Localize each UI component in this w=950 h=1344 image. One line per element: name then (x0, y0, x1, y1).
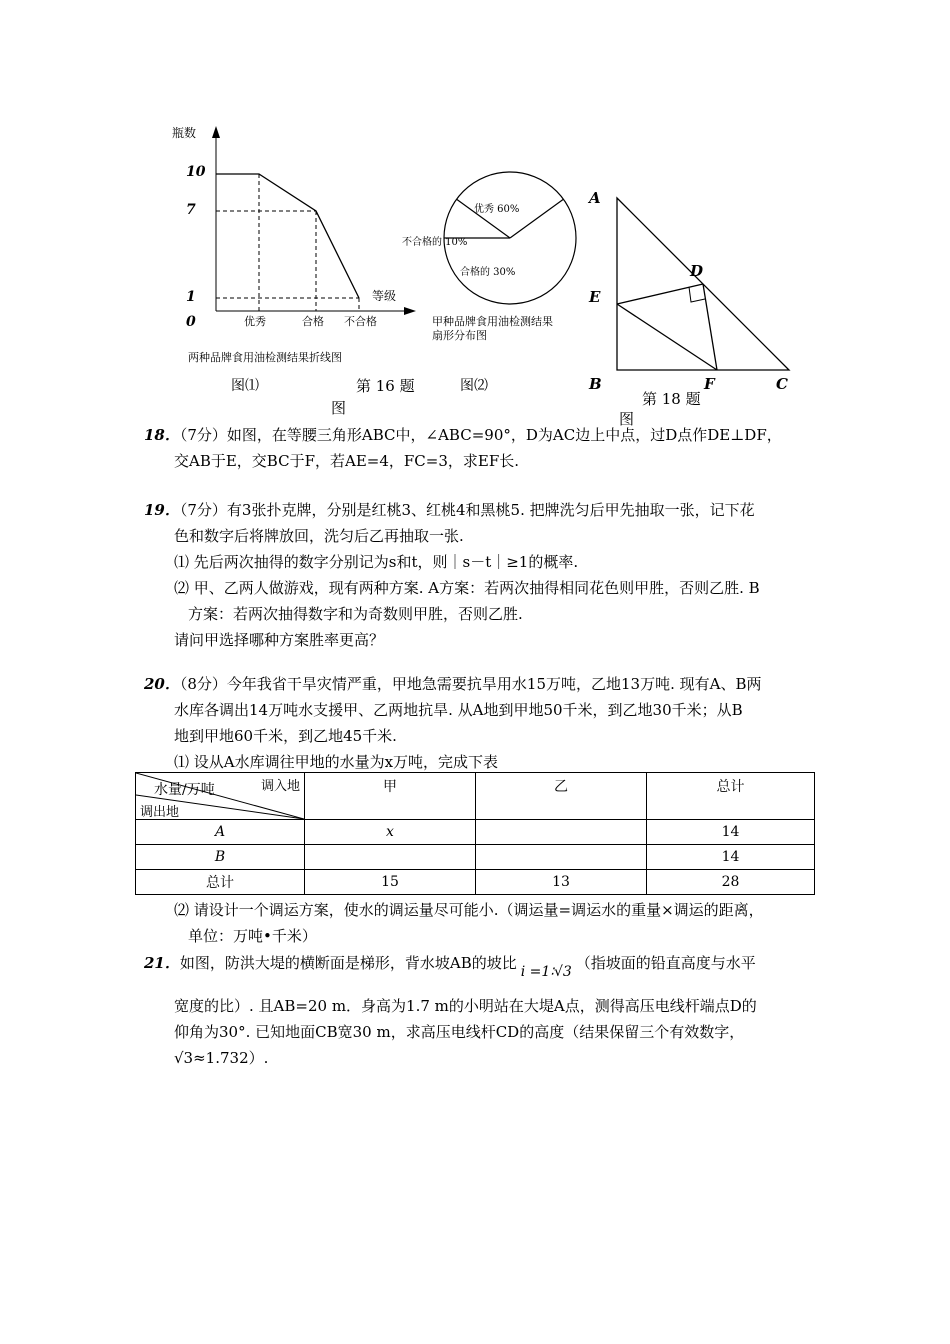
q18-number: 18． (144, 426, 180, 444)
pie-title-line1: 甲种品牌食用油检测结果 (432, 315, 553, 328)
q21-line4: √3≈1.732）. (174, 1049, 269, 1067)
question-19 (144, 497, 812, 653)
row-label: 总计 (136, 870, 305, 895)
row-label: A (136, 820, 305, 845)
allocation-table (135, 772, 815, 895)
point-D: D (690, 262, 704, 280)
table-corner-cell (136, 773, 305, 820)
table-row (136, 820, 815, 845)
q20-line2: 水库各调出14万吨水支援甲、乙两地抗旱. 从A地到甲地50千米，到乙地30千米；从B (174, 701, 743, 719)
header-total: 总计 (647, 773, 815, 820)
chart1-caption: 图⑴ (231, 378, 259, 394)
header-jia: 甲 (305, 773, 476, 820)
corner-bottom-label: 调出地 (140, 805, 180, 820)
q19-sub2b: 方案：若两次抽得数字和为奇数则甲胜，否则乙胜. (188, 605, 523, 623)
point-F: F (704, 375, 715, 393)
y-tick-7: 7 (186, 202, 196, 218)
row-label: B (136, 845, 305, 870)
cell (476, 845, 647, 870)
q20-number: 20． (144, 675, 180, 693)
fig18-label: 第 18 题 (642, 390, 701, 408)
cell: 13 (476, 870, 647, 895)
segment-EF (617, 304, 717, 370)
y-tick-10: 10 (186, 164, 206, 180)
fig16-label-2: 图 (331, 399, 347, 417)
q20-line3: 地到甲地60千米，到乙地45千米. (174, 727, 397, 745)
q20-sub1: ⑴ 设从A水库调往甲地的水量为x万吨，完成下表 (174, 753, 499, 771)
question-21 (144, 950, 812, 1071)
question-20 (144, 671, 812, 775)
q21-number: 21． (144, 954, 180, 972)
q19-number: 19． (144, 501, 180, 519)
fig18-label-2: 图 (619, 410, 635, 428)
point-B: B (589, 375, 602, 393)
x-axis-label: 等级 (372, 289, 397, 303)
q21-line1b: （指坡面的铅直高度与水平 (575, 954, 756, 972)
table-row (136, 870, 815, 895)
corner-top-label: 调入地 (260, 779, 300, 794)
q19-sub1: ⑴ 先后两次抽得的数字分别记为s和t，则｜s－t｜≥1的概率. (174, 553, 579, 571)
q19-line1: （7分）有3张扑克牌，分别是红桃3、红桃4和黑桃5. 把牌洗匀后甲先抽取一张，记下花 (179, 501, 755, 519)
y-tick-1: 1 (186, 289, 196, 305)
q21-line1a: 如图，防洪大堤的横断面是梯形，背水坡AB的坡比 (179, 954, 517, 972)
q21-line3: 仰角为30°. 已知地面CB宽30 m，求高压电线杆CD的高度（结果保留三个有效数字， (174, 1023, 745, 1041)
pie-title-line2: 扇形分布图 (432, 329, 487, 342)
q18-line2: 交AB于E，交BC于F，若AE=4，FC=3，求EF长. (174, 452, 520, 470)
x-tick-fail: 不合格 (344, 315, 377, 328)
x-axis-arrow (404, 307, 416, 315)
corner-mid-label: 水量/万吨 (154, 782, 215, 798)
q20-sub2b: 单位：万吨•千米） (188, 927, 317, 945)
cell (305, 845, 476, 870)
q19-line2: 色和数字后将牌放回，洗匀后乙再抽取一张. (174, 527, 464, 545)
fig16-label: 第 16 题 (356, 377, 415, 395)
cell: x (305, 820, 476, 845)
right-angle-mark (689, 287, 705, 302)
cell (476, 820, 647, 845)
y-tick-0: 0 (186, 314, 196, 330)
y-axis-arrow (212, 126, 220, 138)
q20-sub2a: ⑵ 请设计一个调运方案，使水的调运量尽可能小.（调运量=调运水的重量×调运的距离， (174, 901, 764, 919)
chart1-title: 两种品牌食用油检测结果折线图 (188, 351, 342, 364)
table-row (136, 845, 815, 870)
q19-sub2a: ⑵ 甲、乙两人做游戏，现有两种方案. A方案：若两次抽得相同花色则甲胜，否则乙胜. B (174, 579, 760, 597)
point-E: E (589, 288, 601, 306)
pie-label-pass: 合格的 30% (460, 267, 516, 278)
q18-line1: （7分）如图，在等腰三角形ABC中，∠ABC=90°，D为AC边上中点，过D点作DE⊥DF， (179, 426, 782, 444)
point-C: C (776, 375, 788, 393)
figure-16-line-chart (0, 0, 950, 430)
cell: 14 (647, 820, 815, 845)
question-18 (144, 422, 812, 474)
y-axis-label: 瓶数 (172, 126, 197, 140)
series-line-jia (216, 174, 359, 298)
pie-label-excellent: 优秀 60% (474, 204, 520, 215)
x-tick-pass: 合格 (302, 315, 324, 328)
question-20-part2 (144, 897, 812, 949)
x-tick-excellent: 优秀 (244, 315, 266, 328)
q19-sub3: 请问甲选择哪种方案胜率更高？ (174, 631, 385, 649)
pie-label-fail: 不合格的 10% (402, 237, 468, 248)
point-A: A (589, 189, 601, 207)
slope-ratio: i =1∶√3 (520, 964, 572, 980)
q20-line1: （8分）今年我省干旱灾情严重，甲地急需要抗旱用水15万吨，乙地13万吨. 现有A、B两 (179, 675, 762, 693)
segment-DF (703, 284, 717, 370)
chart2-caption: 图⑵ (460, 378, 488, 394)
header-yi: 乙 (476, 773, 647, 820)
cell: 15 (305, 870, 476, 895)
q21-line2: 宽度的比）. 且AB=20 m．身高为1.7 m的小明站在大堤A点，测得高压电线杆端点D的 (174, 997, 757, 1015)
cell: 14 (647, 845, 815, 870)
cell: 28 (647, 870, 815, 895)
